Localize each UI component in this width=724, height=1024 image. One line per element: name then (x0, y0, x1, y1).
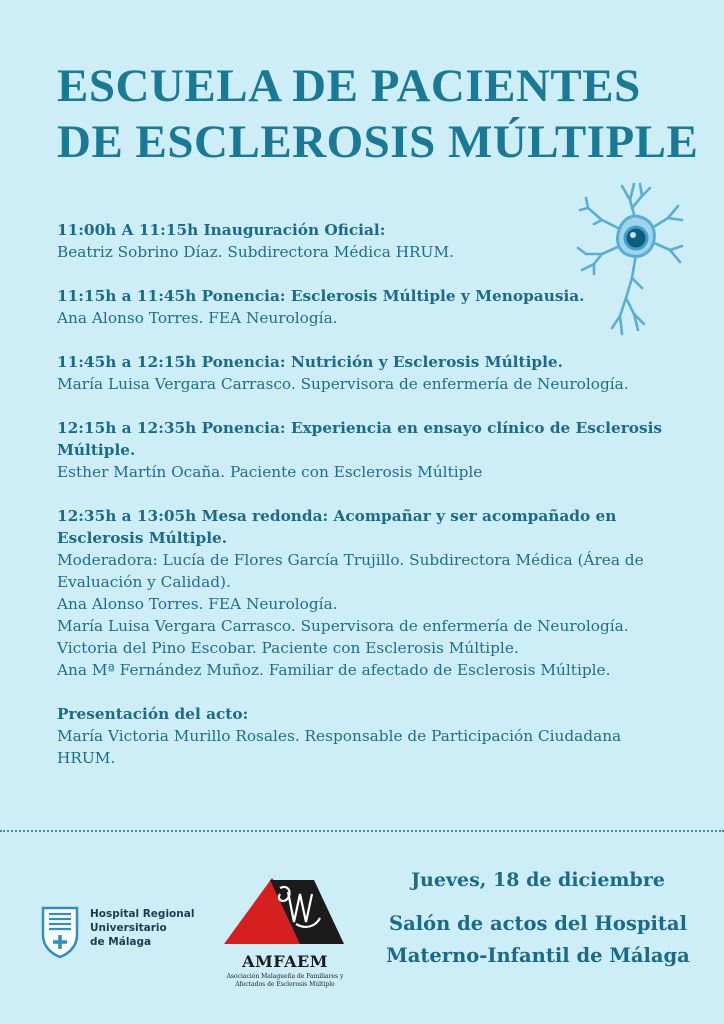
program-item-line: Ana Alonso Torres. FEA Neurología. (57, 595, 338, 613)
program-item-line: Victoria del Pino Escobar. Paciente con Esclerosis Múltiple. (57, 639, 519, 657)
program-item-line: Moderadora: Lucía de Flores García Trujillo. Subdirectora Médica (Área de Evaluación y Calidad). (57, 551, 644, 591)
amfaem-logo-block (224, 878, 346, 998)
program-item-heading: 11:00h A 11:15h Inauguración Oficial: (57, 221, 386, 239)
program-list (57, 219, 677, 791)
program-item-line: Esther Martín Ocaña. Paciente con Esclerosis Múltiple (57, 463, 483, 481)
title-line-2: DE ESCLEROSIS MÚLTIPLE (57, 116, 699, 168)
event-date: Jueves, 18 de diciembre (411, 869, 665, 891)
amfaem-logo (224, 878, 346, 948)
hospital-shield-logo (40, 905, 80, 959)
program-item-heading: Presentación del acto: (57, 705, 249, 723)
program-item (57, 219, 677, 263)
program-item (57, 285, 677, 329)
program-item (57, 417, 677, 483)
program-item (57, 351, 677, 395)
program-item-heading: 12:35h a 13:05h Mesa redonda: Acompañar y ser acompañado en Esclerosis Múltiple. (57, 507, 617, 547)
hospital-name-line: de Málaga (90, 936, 152, 948)
amfaem-subtitle: Asociación Malagueña de Familiares y Afectados de Esclerosis Múltiple (226, 973, 344, 988)
program-item-line: Ana Alonso Torres. FEA Neurología. (57, 309, 338, 327)
title-line-1: ESCUELA DE PACIENTES (57, 60, 641, 112)
program-item-line: María Victoria Murillo Rosales. Responsable de Participación Ciudadana HRUM. (57, 727, 622, 767)
program-item-line: Beatriz Sobrino Díaz. Subdirectora Médica HRUM. (57, 243, 454, 261)
program-item-heading: 12:15h a 12:35h Ponencia: Experiencia en ensayo clínico de Esclerosis Múltiple. (57, 419, 663, 459)
event-venue: Salón de actos del Hospital Materno-Infantil de Málaga (386, 912, 690, 967)
hospital-name (90, 907, 210, 949)
page-title (57, 58, 697, 170)
program-item-heading: 11:15h a 11:45h Ponencia: Esclerosis Múltiple y Menopausia. (57, 287, 585, 305)
program-item-line: María Luisa Vergara Carrasco. Supervisora de enfermería de Neurología. (57, 617, 629, 635)
program-item (57, 703, 677, 769)
program-item (57, 505, 677, 681)
program-item-line: Ana Mª Fernández Muñoz. Familiar de afectado de Esclerosis Múltiple. (57, 661, 611, 679)
amfaem-name: AMFAEM (242, 952, 328, 971)
dotted-divider (0, 830, 724, 832)
event-info (370, 864, 706, 972)
hospital-name-line: Hospital Regional (90, 908, 195, 920)
program-item-heading: 11:45h a 12:15h Ponencia: Nutrición y Esclerosis Múltiple. (57, 353, 563, 371)
hospital-name-line: Universitario (90, 922, 167, 934)
program-item-line: María Luisa Vergara Carrasco. Supervisora de enfermería de Neurología. (57, 375, 629, 393)
hospital-logo (40, 905, 210, 961)
